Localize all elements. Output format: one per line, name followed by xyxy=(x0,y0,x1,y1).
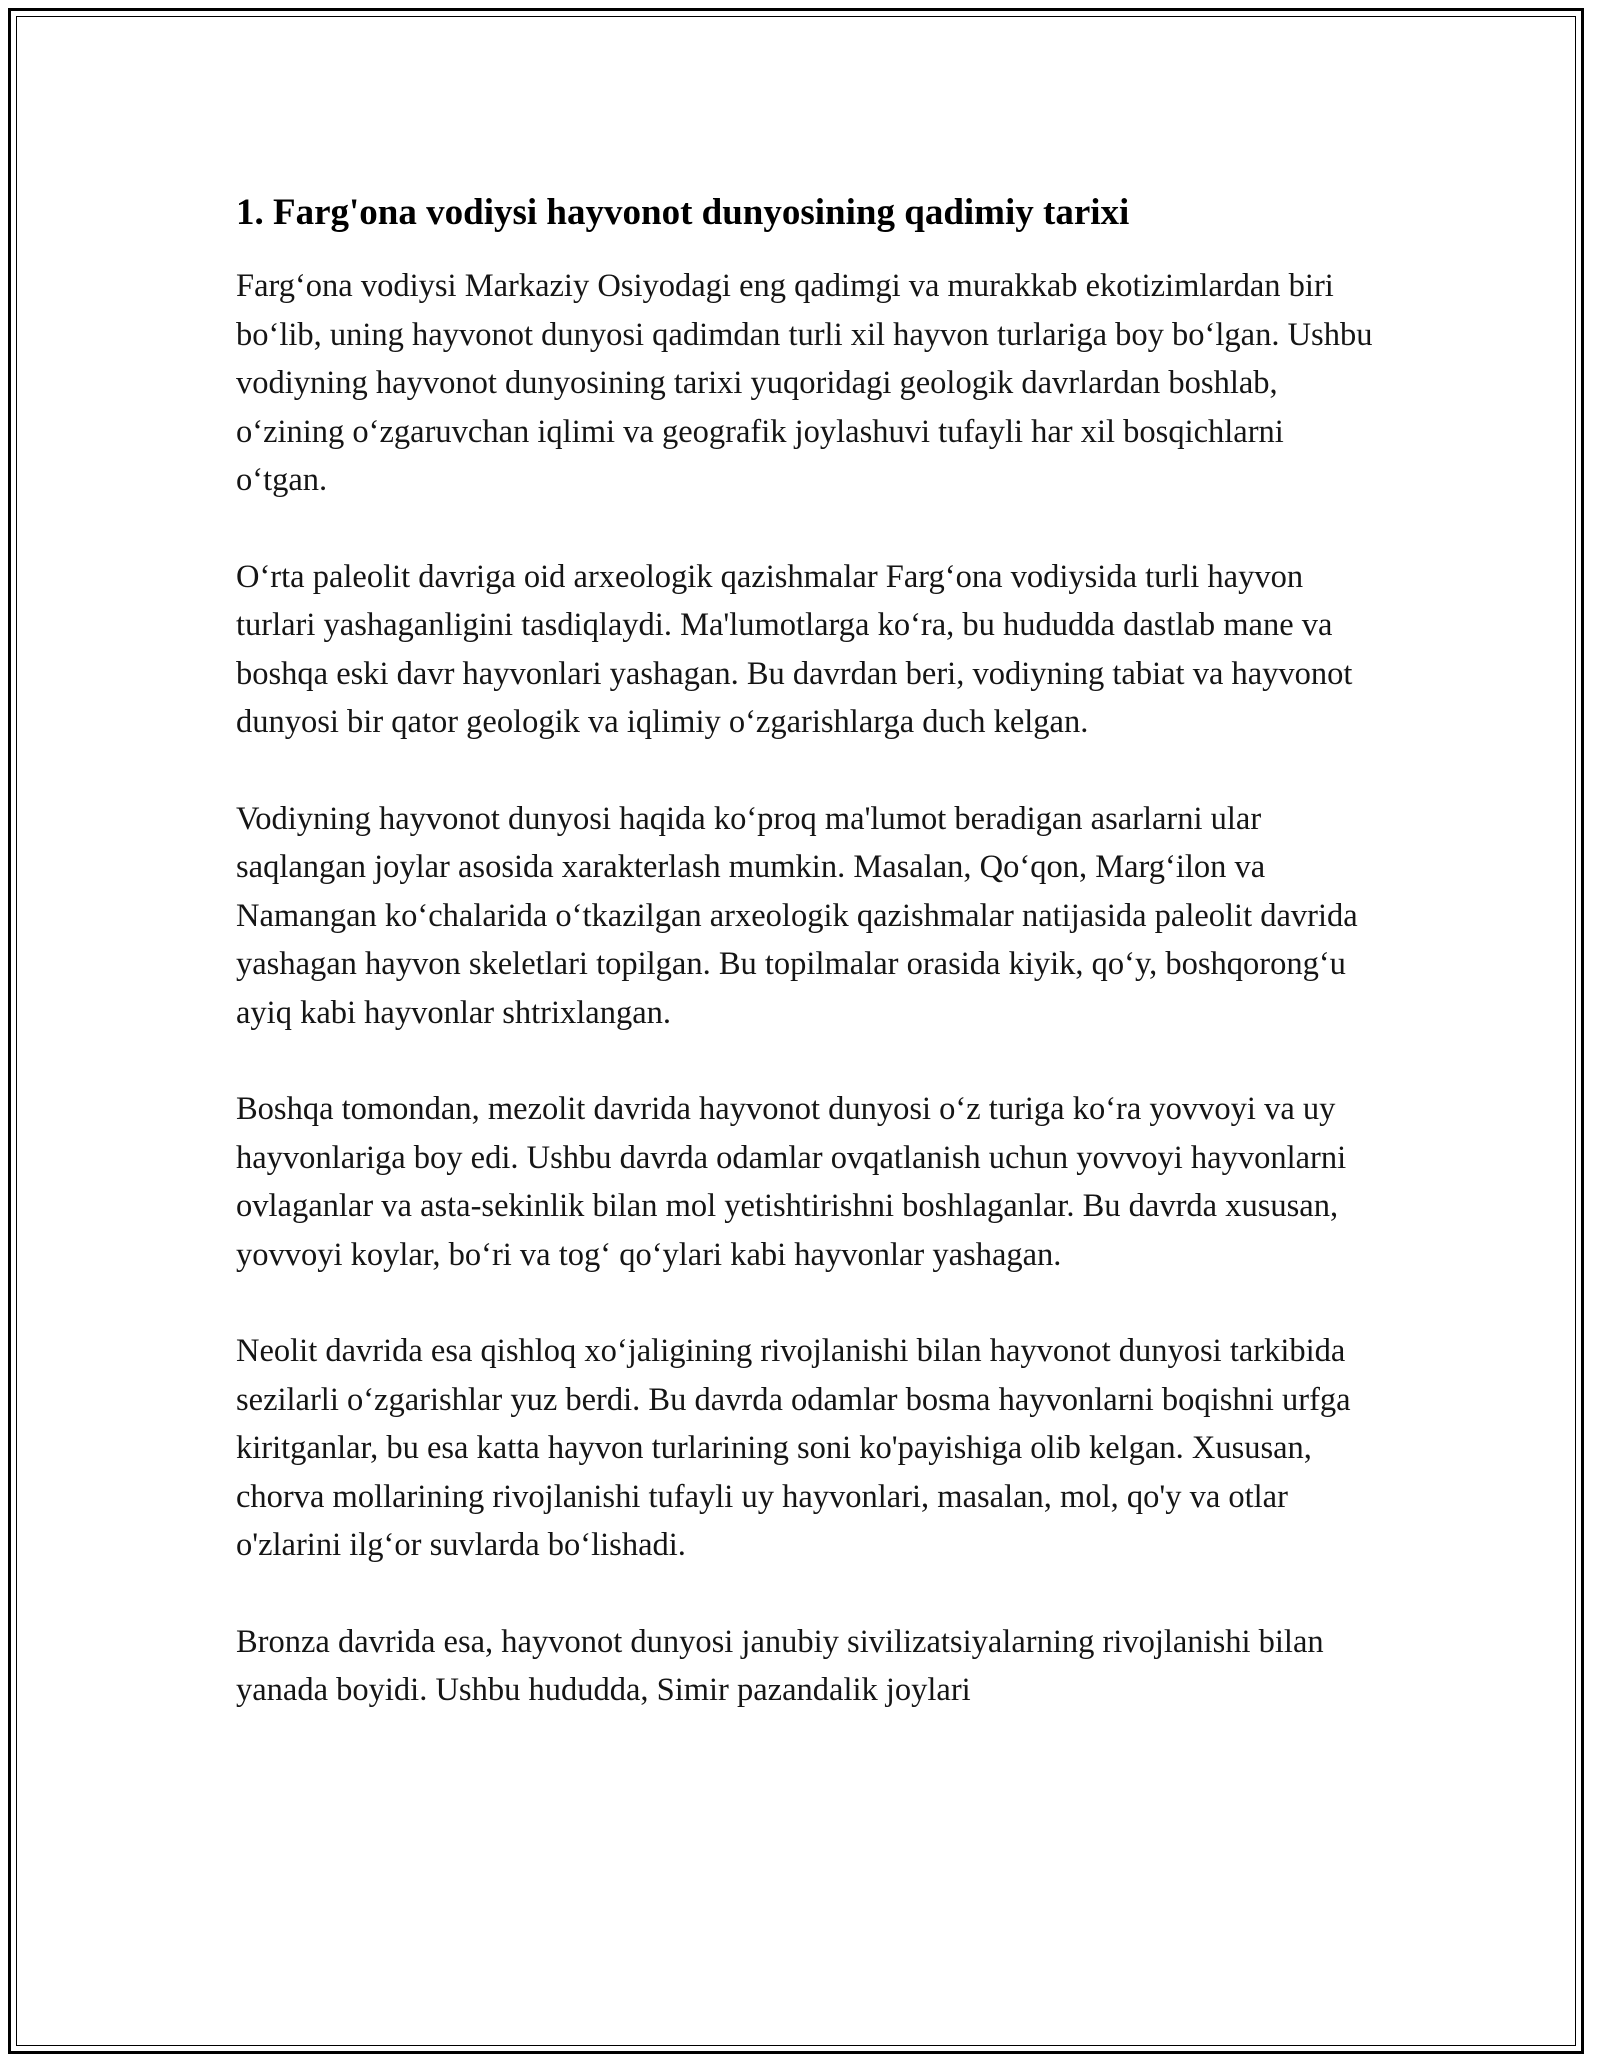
document-title: 1. Farg'ona vodiysi hayvonot dunyosining qadimiy tarixi xyxy=(236,192,1130,233)
paragraph-4: Boshqa tomondan, mezolit davrida hayvonot dunyosi o‘z turiga ko‘ra yovvoyi va uy hayvonlariga boy edi. Ushbu davrda odamlar ovqatlanish uchun yovvoyi hayvonlarni ovlaganlar va asta-sekinlik bilan mol yetishtirishni boshlaganlar. Bu davrda xususan, yovvoyi koylar, bo‘ri va tog‘ qo‘ylari kabi hayvonlar yashagan. xyxy=(236,1091,1347,1273)
paragraph-2: O‘rta paleolit davriga oid arxeologik qazishmalar Farg‘ona vodiysida turli hayvon turlari yashaganligini tasdiqlaydi. Ma'lumotlarga ko‘ra, bu hududda dastlab mane va boshqa eski davr hayvonlari yashagan. Bu davrdan beri, vodiyning tabiat va hayvonot dunyosi bir qator geologik va iqlimiy o‘zgarishlarga duch kelgan. xyxy=(236,558,1353,740)
paragraph-6: Bronza davrida esa, hayvonot dunyosi janubiy sivilizatsiyalarning rivojlanishi bilan yanada boyidi. Ushbu hududda, Simir pazandalik joylari xyxy=(236,1623,1324,1708)
paragraph-5: Neolit davrida esa qishloq xo‘jaligining rivojlanishi bilan hayvonot dunyosi tarkibida sezilarli o‘zgarishlar yuz berdi. Bu davrda odamlar bosma hayvonlarni boqishni urfga kiritganlar, bu esa katta hayvon turlarining soni ko'payishiga olib kelgan. Xususan, chorva mollarining rivojlanishi tufayli uy hayvonlari, masalan, mol, qo'y va otlar o'zlarini ilg‘or suvlarda bo‘lishadi. xyxy=(236,1333,1351,1563)
paragraph-3: Vodiyning hayvonot dunyosi haqida ko‘proq ma'lumot beradigan asarlarni ular saqlangan joylar asosida xarakterlash mumkin. Masalan, Qo‘qon, Marg‘ilon va Namangan ko‘chalarida o‘tkazilgan arxeologik qazishmalar natijasida paleolit davrida yashagan hayvon skeletlari topilgan. Bu topilmalar orasida kiyik, qo‘y, boshqorong‘u ayiq kabi hayvonlar shtrixlangan. xyxy=(236,800,1358,1031)
document-body xyxy=(236,186,1376,1763)
paragraph-1: Farg‘ona vodiysi Markaziy Osiyodagi eng qadimgi va murakkab ekotizimlardan biri bo‘lib, uning hayvonot dunyosi qadimdan turli xil hayvon turlariga boy bo‘lgan. Ushbu vodiyning hayvonot dunyosining tarixi yuqoridagi geologik davrlardan boshlab, o‘zining o‘zgaruvchan iqlimi va geografik joylashuvi tufayli har xil bosqichlarni o‘tgan. xyxy=(236,268,1373,498)
